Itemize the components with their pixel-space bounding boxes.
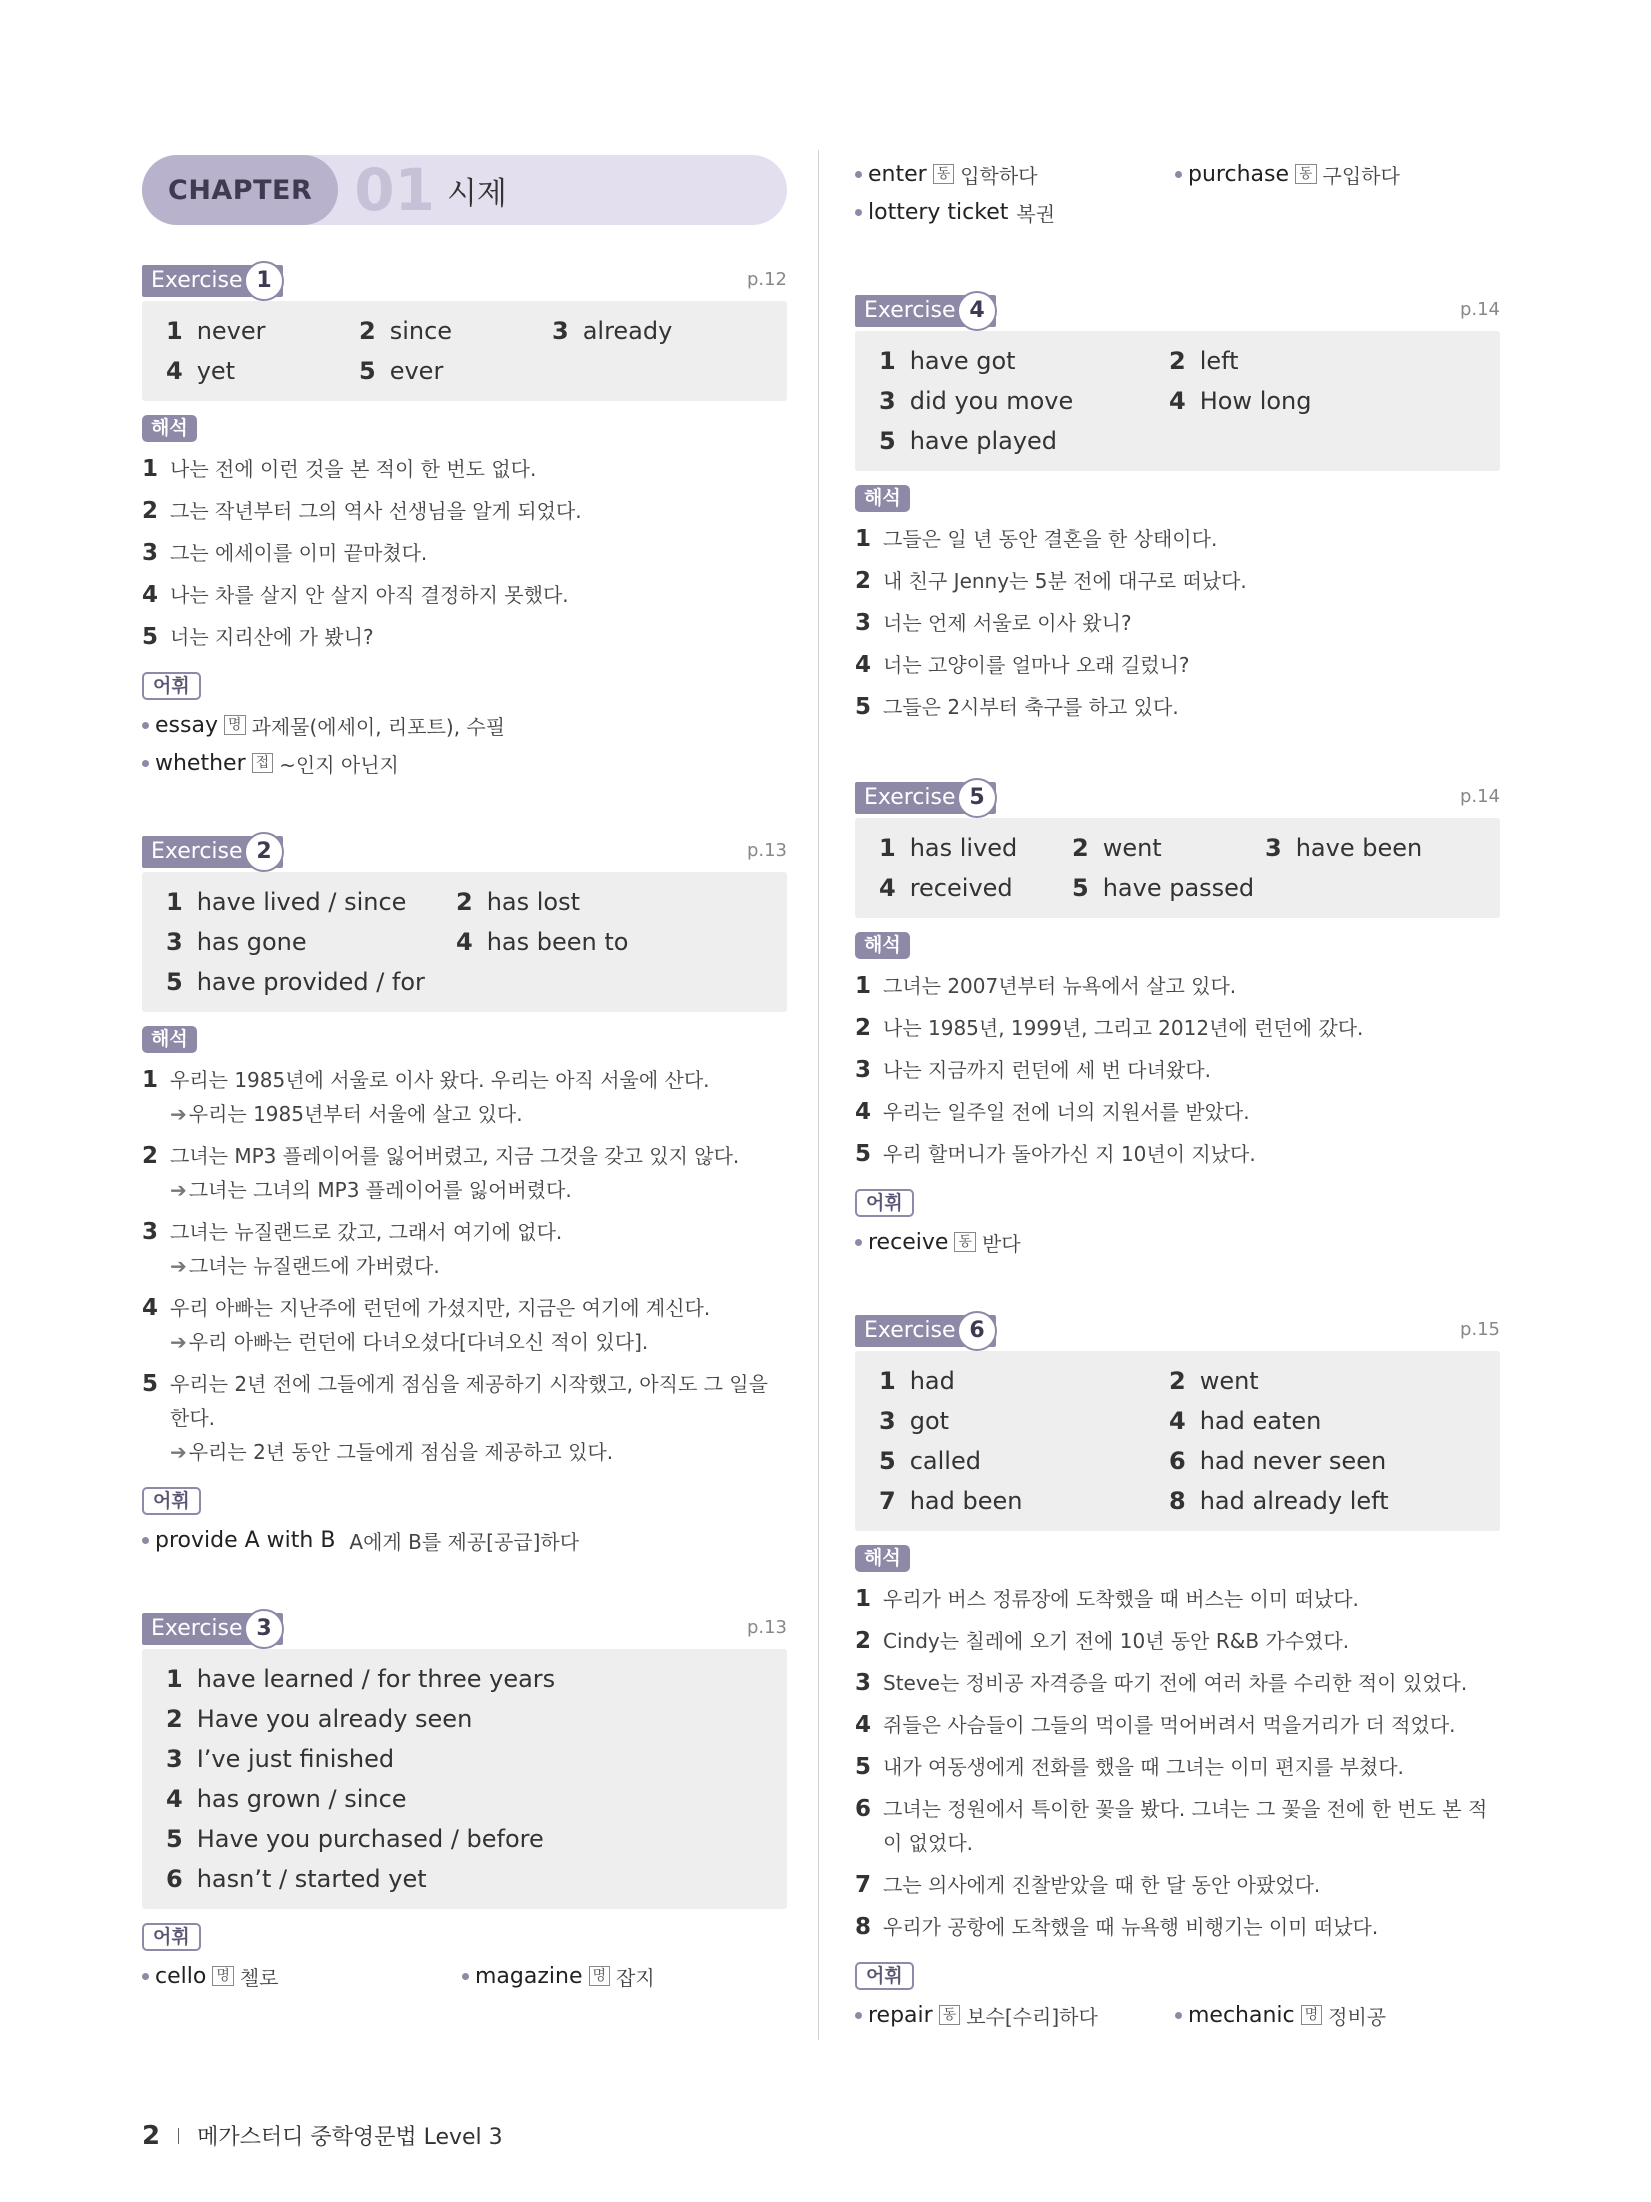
vocab-meaning: 잡지 [616,1965,655,1990]
vocab-meaning: ~인지 아닌지 [279,752,399,777]
arrow-icon: ➔ [170,1440,187,1464]
vocab-meaning: 첼로 [239,1965,279,1990]
answer-box: 1 have lived / since 2 has lost 3 has gone 4 has been to 5 have provided / for [142,872,787,1012]
answer-text: ever [389,357,444,385]
page-reference: p.13 [746,840,787,861]
vocab-row [855,155,1500,193]
exercise-3 [142,1609,787,1995]
vocab-word: cello [155,1963,207,1989]
vocab-word: provide A with B [155,1527,336,1553]
footer-separator [178,2128,179,2144]
answer-number: 3 [552,317,569,345]
vocab-meaning: 보수[수리]하다 [966,2004,1098,2029]
part-of-speech-badge: 명 [589,1966,611,1986]
page-reference: p.14 [1459,299,1500,320]
answer-box: 1 had 2 went 3 got 4 had eaten 5 called 6 had never seen 7 had been 8 had already left [855,1351,1500,1531]
answer-text: never [196,317,266,345]
arrow-icon: ➔ [170,1330,187,1354]
vocab-row [142,744,787,782]
vocab-word: magazine [475,1963,583,1989]
vocab-word: purchase [1188,161,1289,187]
translation-line: 5 그들은 2시부터 축구를 하고 있다. [855,694,1179,720]
exercise-header [855,1311,1500,1351]
chapter-label: CHAPTER [142,155,338,225]
vocab-meaning: 입학하다 [960,163,1038,188]
translation-line: 2 나는 1985년, 1999년, 그리고 2012년에 런던에 갔다. [855,1015,1364,1041]
answer-text: I’ve just finished [196,1745,395,1773]
bullet-icon [142,722,149,729]
answer-text: had never seen [1199,1447,1387,1475]
vocab-row [855,193,1500,231]
exercise-label: Exercise [855,782,996,814]
translation-line: 2 그는 작년부터 그의 역사 선생님을 알게 되었다. [142,498,582,524]
answer-number: 2 [359,317,376,345]
translation-line: 3 그는 에세이를 이미 끝마쳤다. [142,540,428,566]
answer-text: has been to [486,928,629,956]
bullet-icon [855,1239,862,1246]
answer-text: went [1102,834,1162,862]
vocabulary-tag: 어휘 [142,1923,201,1951]
vocab-meaning: 과제물(에세이, 리포트), 수필 [251,714,506,739]
answer-box: 1 have got 2 left 3 did you move 4 How long 5 have played [855,331,1500,471]
translation-line: 4 너는 고양이를 얼마나 오래 길렀니? [855,652,1190,678]
translation-line: 1 나는 전에 이런 것을 본 적이 한 번도 없다. [142,456,537,482]
part-of-speech-badge: 명 [1301,2005,1323,2025]
answer-text: Have you already seen [196,1705,473,1733]
answer-text: had already left [1199,1487,1389,1515]
bullet-icon [855,171,862,178]
translation-line: 2 Cindy는 칠레에 오기 전에 10년 동안 R&B 가수였다. [855,1628,1350,1654]
translation-line: 3 Steve는 정비공 자격증을 따기 전에 여러 차를 수리한 적이 있었다. [855,1670,1468,1696]
translation-tag: 해석 [855,1545,910,1572]
bullet-icon [142,760,149,767]
translation-line: 3 나는 지금까지 런던에 세 번 다녀왔다. [855,1057,1211,1083]
answer-text: hasn’t / started yet [196,1865,427,1893]
vocab-meaning: 받다 [981,1231,1021,1256]
vocab-meaning: 복권 [1016,201,1056,226]
exercise-number: 3 [244,1609,284,1649]
translation-continued: 이 없었다. [883,1831,973,1855]
exercise-header [142,832,787,872]
vocab-word: enter [868,161,927,187]
translation-tag: 해석 [855,932,910,959]
arrow-icon: ➔ [170,1102,187,1126]
answer-text: did you move [909,387,1074,415]
translation-line: 5 너는 지리산에 가 봤니? [142,624,374,650]
vocabulary-tag: 어휘 [855,1189,914,1217]
translation-summary: ➔ 우리는 2년 동안 그들에게 점심을 제공하고 있다. [170,1440,614,1464]
answer-text: left [1199,347,1239,375]
part-of-speech-badge: 동 [954,1232,976,1252]
exercise-number: 2 [244,832,284,872]
part-of-speech-badge: 동 [939,2005,961,2025]
chapter-title: 시제 [446,175,507,212]
answer-text: has lost [486,888,581,916]
answer-text: went [1199,1367,1259,1395]
part-of-speech-badge: 동 [1295,164,1317,184]
translation-line: 1 우리는 1985년에 서울로 이사 왔다. 우리는 아직 서울에 산다. [142,1067,710,1093]
exercise-number: 6 [957,1311,997,1351]
answer-box [142,301,787,401]
translation-line: 5 우리는 2년 전에 그들에게 점심을 제공하기 시작했고, 아직도 그 일을 [142,1371,768,1397]
answer-text: have lived / since [196,888,407,916]
chapter-number: 01 [354,156,435,224]
page-reference: p.14 [1459,786,1500,807]
translation-summary: ➔ 우리는 1985년부터 서울에 살고 있다. [170,1102,523,1126]
bullet-icon [855,2012,862,2019]
vocab-meaning: 정비공 [1328,2004,1387,2029]
vocab-word: repair [868,2002,933,2028]
exercise-header [142,1609,787,1649]
translation-continued: 한다. [170,1406,215,1430]
exercise-label: Exercise [142,265,283,297]
vocab-meaning: A에게 B를 제공[공급]하다 [349,1529,580,1554]
exercise-number: 5 [957,778,997,818]
column-divider [818,150,819,2040]
left-column [142,155,787,1995]
answer-text: yet [196,357,236,385]
page-reference: p.13 [746,1617,787,1638]
part-of-speech-badge: 명 [224,715,246,735]
chapter-banner [142,155,787,225]
translation-line: 5 내가 여동생에게 전화를 했을 때 그녀는 이미 편지를 부쳤다. [855,1754,1404,1780]
answer-text: Have you purchased / before [196,1825,544,1853]
part-of-speech-badge: 명 [212,1966,234,1986]
translation-summary: ➔ 그녀는 뉴질랜드에 가버렸다. [170,1254,440,1278]
vocab-word: whether [155,750,246,776]
answer-text: has lived [909,834,1018,862]
translation-line: 1 그들은 일 년 동안 결혼을 한 상태이다. [855,526,1218,552]
answer-text: had been [909,1487,1023,1515]
answer-text: have provided / for [196,968,425,996]
translation-line: 7 그는 의사에게 진찰받았을 때 한 달 동안 아팠었다. [855,1872,1321,1898]
page-number: 2 [142,2120,161,2151]
translation-line: 5 우리 할머니가 돌아가신 지 10년이 지났다. [855,1141,1256,1167]
translation-line: 1 그녀는 2007년부터 뉴욕에서 살고 있다. [855,973,1237,999]
exercise-number: 1 [244,261,284,301]
exercise-number: 4 [957,291,997,331]
bullet-icon [855,209,862,216]
vocab-word: mechanic [1188,2002,1295,2028]
book-title: 메가스터디 중학영문법 Level 3 [197,2125,503,2150]
answer-text: had eaten [1199,1407,1322,1435]
part-of-speech-badge: 동 [933,164,955,184]
exercise-6 [855,1311,1500,2034]
bullet-icon [462,1973,469,1980]
exercise-label: Exercise [855,295,996,327]
arrow-icon: ➔ [170,1178,187,1202]
answer-text: since [389,317,453,345]
vocab-word: lottery ticket [868,199,1009,225]
answer-text: already [582,317,673,345]
bullet-icon [1175,171,1182,178]
answer-text: has gone [196,928,307,956]
vocab-row [142,1521,787,1559]
answer-box: 1 has lived 2 went 3 have been 4 received 5 have passed [855,818,1500,918]
answer-box: 1 have learned / for three years 2 Have you already seen 3 I’ve just finished 4 has grown / since 5 Have you purchased / before 6 hasn’t / started yet [142,1649,787,1909]
vocabulary-tag: 어휘 [855,1962,914,1990]
vocabulary-tag: 어휘 [142,672,201,700]
translation-summary: ➔ 우리 아빠는 런던에 다녀오셨다[다녀오신 적이 있다]. [170,1330,649,1354]
exercise-label: Exercise [142,1613,283,1645]
exercise-header [142,261,787,301]
vocab-row [855,1223,1500,1261]
page-reference: p.12 [746,269,787,290]
exercise-header [855,291,1500,331]
answer-number: 1 [166,317,183,345]
exercise-label: Exercise [855,1315,996,1347]
answer-text: got [909,1407,950,1435]
exercise-2 [142,832,787,1559]
answer-text: How long [1199,387,1312,415]
bullet-icon [142,1537,149,1544]
arrow-icon: ➔ [170,1254,187,1278]
translation-line: 8 우리가 공항에 도착했을 때 뉴욕행 비행기는 이미 떠났다. [855,1914,1379,1940]
vocab-meaning: 구입하다 [1322,163,1400,188]
page-reference: p.15 [1459,1319,1500,1340]
translation-line: 4 우리 아빠는 지난주에 런던에 가셨지만, 지금은 여기에 계신다. [142,1295,711,1321]
translation-line: 3 너는 언제 서울로 이사 왔니? [855,610,1132,636]
answer-text: have learned / for three years [196,1665,556,1693]
part-of-speech-badge: 접 [252,753,274,773]
answer-text: had [909,1367,955,1395]
answer-text: have passed [1102,874,1255,902]
bullet-icon [142,1973,149,1980]
answer-number: 5 [359,357,376,385]
answer-text: have played [909,427,1058,455]
translation-line: 2 내 친구 Jenny는 5분 전에 대구로 떠났다. [855,568,1247,594]
answer-text: received [909,874,1013,902]
answer-number: 4 [166,357,183,385]
exercise-1 [142,261,787,782]
translation-line: 4 쥐들은 사슴들이 그들의 먹이를 먹어버려서 먹을거리가 더 적었다. [855,1712,1456,1738]
vocab-word: essay [155,712,218,738]
translation-line: 4 나는 차를 살지 안 살지 아직 결정하지 못했다. [142,582,569,608]
answer-text: have got [909,347,1016,375]
vocab-row [142,1957,787,1995]
bullet-icon [1175,2012,1182,2019]
translation-line: 1 우리가 버스 정류장에 도착했을 때 버스는 이미 떠났다. [855,1586,1359,1612]
answer-text: called [909,1447,981,1475]
vocab-word: receive [868,1229,949,1255]
translation-line: 6 그녀는 정원에서 특이한 꽃을 봤다. 그녀는 그 꽃을 전에 한 번도 본 적 [855,1796,1488,1822]
vocab-row [142,706,787,744]
exercise-3-vocab-continued [855,155,1500,231]
answer-text: has grown / since [196,1785,407,1813]
vocabulary-tag: 어휘 [142,1487,201,1515]
exercise-label: Exercise [142,836,283,868]
exercise-header [855,778,1500,818]
answer-text: have been [1295,834,1423,862]
translation-tag: 해석 [142,415,197,442]
right-column [855,155,1500,2034]
exercise-5 [855,778,1500,1261]
exercise-4 [855,291,1500,728]
translation-summary: ➔ 그녀는 그녀의 MP3 플레이어를 잃어버렸다. [170,1178,572,1202]
translation-tag: 해석 [855,485,910,512]
translation-tag: 해석 [142,1026,197,1053]
translation-line: 2 그녀는 MP3 플레이어를 잃어버렸고, 지금 그것을 갖고 있지 않다. [142,1143,740,1169]
translation-line: 4 우리는 일주일 전에 너의 지원서를 받았다. [855,1099,1250,1125]
page-footer [142,2120,503,2151]
translation-line: 3 그녀는 뉴질랜드로 갔고, 그래서 여기에 없다. [142,1219,563,1245]
vocab-row [855,1996,1500,2034]
